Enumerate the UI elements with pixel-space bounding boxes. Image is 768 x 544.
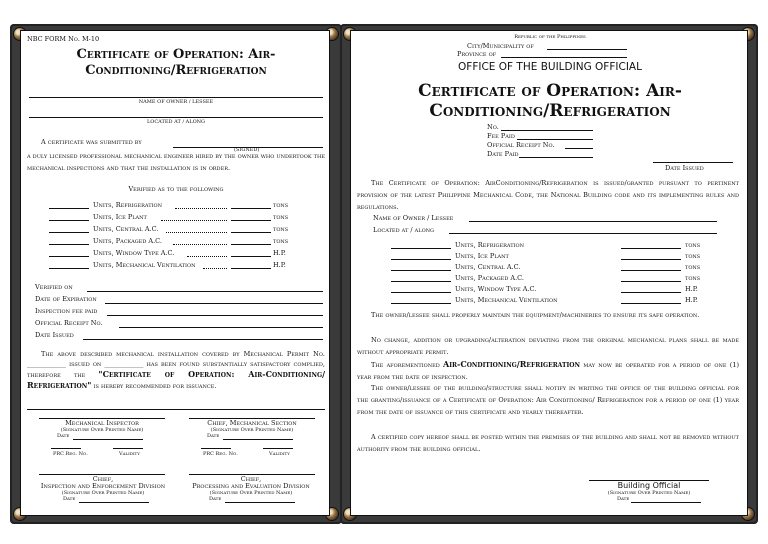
fee-field[interactable] (107, 315, 323, 316)
verified-on-field[interactable] (87, 291, 323, 292)
fee-label: Inspection fee paid (35, 307, 98, 315)
signed-label: (SIGNED) (234, 147, 260, 153)
owner-label: Name of Owner / Lessee (373, 214, 454, 222)
number-field[interactable] (501, 130, 593, 131)
receipt-field[interactable] (119, 327, 323, 328)
date-paid-field[interactable] (519, 157, 593, 158)
intro-paragraph: The Certificate of Operation: AirConditioning/Refrigeration is issued/granted pursuant to pertinent provision of the latest Philippine Mechanical Code, the National Building code and its implementing rules and regulations. (357, 179, 739, 211)
verified-as: Verified as to the following (128, 185, 224, 193)
receipt-field[interactable] (565, 148, 593, 149)
receipt-label: Official Receipt No. (35, 319, 103, 327)
form-number: NBC FORM No. M-10 (27, 35, 100, 43)
owner-label: NAME OF OWNER / LESSEE (138, 99, 214, 105)
expiration-field[interactable] (105, 303, 323, 304)
location-label: Located at / along (373, 226, 435, 234)
verified-on-label: Verified on (35, 283, 73, 291)
condition-2: No change, addition or upgrading/alteration deviating from the original mechanical plans shall be made without appropriate permit. (357, 336, 739, 356)
date-issued-field[interactable] (83, 339, 323, 340)
submitted-by: A certificate was submitted by (41, 138, 142, 146)
right-certificate: Republic of the Philippines City/Municipality of Province of OFFICE OF THE BUILDING OFFICIAL Certificate of Operation: Air-Conditioning/Refrigeration No. Fee Paid Official Receipt No. Date Paid Date Issued The Certificate of Operation: AirConditioning/Refrigeration is issued/granted pursuant to pertinent provision of the latest Philippine Mechanical Code, the National Building code and its implementing rules and regulations. Name of Owner / Lessee Located at / along Units, Refrigeration tons Units, Ice Plant tons Units, Central A.C. tons Units, Packaged A.C. tons Units, Window Type A.C. H.P. Units, Mechanical Ventilation H.P. The owner/lessee shall properly maintain the equipment/machineries to ensure its safe operation. No change, addition or upgrading/alteration deviating from the original mechanical plans shall be made without appropriate permit. The aforementioned Air-Conditioning/Refrigeration may now be operated for a period of one (1) year from the date of inspection. The owner/lessee of the building/structure shall notify in writing the office of the building official for the granting/issuance of a Certificate of Operation: Air Conditioning/ Refrigeration for a period of one (1) year from the date of issuance of this certificate and yearly thereafter. A certified copy hereof shall be posted within the premises of the building and shall not be removed without authority from the building official. Building Official (Signature Over Printed Name) Date (350, 30, 748, 516)
left-certificate: NBC FORM No. M-10 Certificate of Operation: Air-Conditioning/Refrigeration NAME OF OWNER / LESSEE LOCATED AT / ALONG A certificate was submitted by (SIGNED) a duly licensed professional mechanical engineer hired by the owner who undertook the mechanical inspections and that the installation is in order. Verified as to the following Units, Refrigeration tons Units, Ice Plant tons Units, Central A.C. tons Units, Packaged A.C. tons Units, Window Type A.C. H.P. Units, Mechanical Ventilation H.P. Verified on Date of Expiration Inspection fee paid Official Receipt No. Date Issued The above described mechanical installation covered by Mechanical Permit No. ____________ issued on ____________ has been found substantially satisfactory complied, therefore the "Certificate of Operation: Air-Conditioning/ Refrigeration" is hereby recommended for issuance. Mechanical Inspector (Signature Over Printed Name) Date PRC Reg. No. Validity Chief, Mechanical Section (Signature Over Printed Name) Date PRC Reg. No. Validity Chief, Inspection and Enforcement Division (Signature Over Printed Name) Date Chief, Processing and Evaluation Division (Signature Over Printed Name) Date (20, 30, 330, 516)
republic-text: Republic of the Philippines (514, 34, 586, 40)
date-issued-label: Date Issued (35, 331, 74, 339)
city-label: City/Municipality of (467, 42, 534, 50)
location-field[interactable] (449, 233, 717, 234)
province-label: Province of (457, 50, 497, 58)
date-issued-label: Date Issued (665, 164, 704, 172)
owner-field[interactable] (469, 221, 717, 222)
left-title: Certificate of Operation: Air-Conditioning/Refrigeration (76, 47, 276, 78)
condition-5: A certified copy hereof shall be posted within the premises of the building and shall not be removed without authority from the building official. (357, 433, 739, 453)
condition-1: The owner/lessee shall properly maintain the equipment/machineries to ensure its safe operation. (371, 311, 700, 319)
right-title: Certificate of Operation: Air-Conditioning/Refrigeration (418, 81, 682, 121)
condition-3: The aforementioned Air-Conditioning/Refrigeration may now be operated for a period of one (1) year from the date of inspection. (357, 359, 739, 381)
fee-paid-field[interactable] (517, 139, 593, 140)
office-heading: OFFICE OF THE BUILDING OFFICIAL (458, 61, 642, 73)
recommendation-paragraph: The above described mechanical installation covered by Mechanical Permit No. ____________ issued on ____________ has been found substantially satisfactory complied, therefore the "Certificate of Operation: Air-Conditioning/ Refrigeration" is hereby recommended for issuance. (27, 350, 325, 390)
licensed-text: a duly licensed professional mechanical engineer hired by the owner who undertook the mechanical inspections and that the installation is in order. (27, 152, 325, 172)
expiration-label: Date of Expiration (35, 295, 97, 303)
condition-4: The owner/lessee of the building/structure shall notify in writing the office of the building official for the granting/issuance of a Certificate of Operation: Air Conditioning/ Refrigeration for a period of one (1) year from the date of issuance of this certificate and yearly thereafter. (357, 384, 739, 416)
location-label: LOCATED AT / ALONG (146, 119, 206, 125)
